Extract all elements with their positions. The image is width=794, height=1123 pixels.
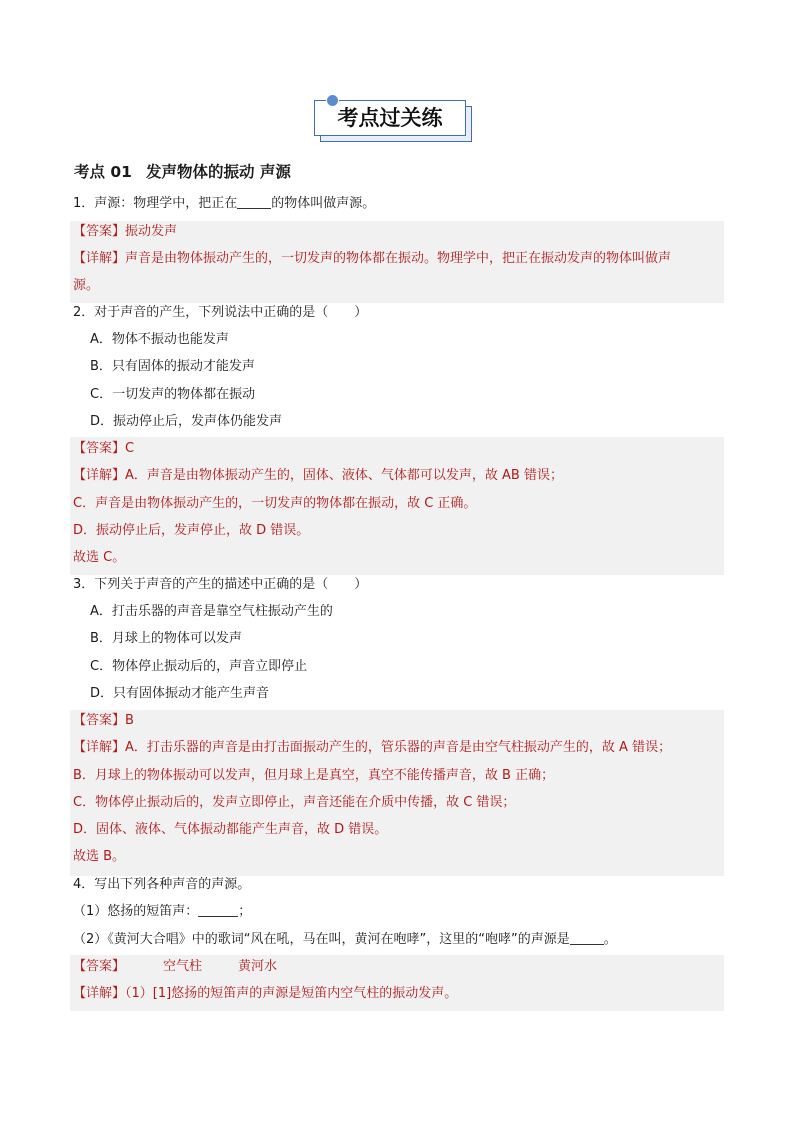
q3-option-a: A．打击乐器的声音是靠空气柱振动产生的 (90, 604, 333, 619)
q1-blank (237, 194, 271, 209)
q4-answer-2: 黄河水 (238, 959, 278, 974)
q4-answer (73, 953, 723, 980)
q1-stem-b: 的物体叫做声源。 (271, 196, 376, 211)
q4-part1 (73, 898, 723, 925)
answer-tag: 【答案】 (73, 224, 126, 239)
detail-tag: 【详解】 (73, 986, 126, 1001)
q1-detail-1: 声音是由物体振动产生的，一切发声的物体都在振动。物理学中，把正在振动发声的物体叫做声 (125, 251, 672, 266)
q4-detail-1: （1）[1]悠扬的短笛声的声源是短笛内空气柱的振动发声。 (125, 986, 458, 1001)
q4-part2 (73, 926, 723, 953)
q4-part2-blank (570, 930, 604, 945)
q2-option-c: C．一切发声的物体都在振动 (90, 387, 256, 402)
q1-stem-a: 1．声源：物理学中，把正在 (73, 196, 238, 211)
q3-detail-line1 (73, 734, 723, 761)
section-number: 考点 01 (74, 163, 132, 181)
section-heading (74, 160, 291, 182)
q2-answer (73, 435, 723, 462)
q1-detail-line1 (73, 245, 723, 272)
q3-detail-line4: D．固体、液体、气体振动都能产生声音，故 D 错误。 (73, 822, 388, 837)
section-title-text: 发声物体的振动 声源 (145, 163, 291, 181)
q3-conclusion: 故选 B。 (73, 849, 126, 864)
q3-option-c: C．物体停止振动后的，声音立即停止 (90, 659, 308, 674)
answer-tag: 【答案】 (73, 959, 126, 974)
q3-detail-line2: B．月球上的物体振动可以发声，但月球上是真空，真空不能传播声音，故 B 正确； (73, 768, 555, 783)
badge-title: 考点过关练 (314, 100, 466, 136)
q3-answer (73, 707, 723, 734)
q2-detail-line1 (73, 462, 723, 489)
q3-stem: 3．下列关于声音的产生的描述中正确的是（ ） (73, 577, 368, 592)
q4-part1-text: （1）悠扬的短笛声： (73, 904, 199, 919)
q2-option-d: D．振动停止后，发声体仍能发声 (90, 414, 283, 429)
q2-stem: 2．对于声音的产生，下列说法中正确的是（ ） (73, 305, 368, 320)
detail-tag: 【详解】 (73, 251, 126, 266)
section-badge (314, 100, 474, 142)
q1-answer (73, 218, 723, 245)
q1-detail-line2: 源。 (73, 278, 100, 293)
q3-detail-line3: C．物体停止振动后的，发声立即停止，声音还能在介质中传播，故 C 错误； (73, 795, 516, 810)
q4-part2-end: 。 (603, 932, 617, 947)
q1-stem (73, 190, 723, 217)
q2-detail-line2: C．声音是由物体振动产生的，一切发声的物体都在振动，故 C 正确。 (73, 496, 477, 511)
q3-detail-1: A．打击乐器的声音是由打击面振动产生的，管乐器的声音是由空气柱振动产生的，故 A 错误； (125, 740, 672, 755)
answer-tag: 【答案】 (73, 441, 126, 456)
q3-answer-text: B (125, 713, 134, 728)
q4-part1-end: ； (238, 904, 252, 919)
badge-dot-icon (326, 94, 339, 107)
q4-answer-1: 空气柱 (163, 959, 203, 974)
q4-stem: 4．写出下列各种声音的声源。 (73, 877, 251, 892)
q2-detail-1: A．声音是由物体振动产生的，固体、液体、气体都可以发声，故 AB 错误； (125, 468, 563, 483)
q3-option-b: B．月球上的物体可以发声 (90, 631, 242, 646)
detail-tag: 【详解】 (73, 468, 126, 483)
q3-option-d: D．只有固体振动才能产生声音 (90, 686, 270, 701)
q4-detail-line1 (73, 980, 723, 1007)
q2-option-a: A．物体不振动也能发声 (90, 332, 229, 347)
q2-conclusion: 故选 C。 (73, 550, 126, 565)
q2-option-b: B．只有固体的振动才能发声 (90, 359, 255, 374)
q4-part1-blank (198, 902, 238, 917)
q1-answer-text: 振动发声 (125, 224, 178, 239)
answer-tag: 【答案】 (73, 713, 126, 728)
detail-tag: 【详解】 (73, 740, 126, 755)
q4-part2-text: （2）《黄河大合唱》中的歌词“风在吼，马在叫，黄河在咆哮”，这里的“咆哮”的声源是 (73, 932, 570, 947)
q2-answer-text: C (125, 441, 135, 456)
q2-detail-line3: D．振动停止后，发声停止，故 D 错误。 (73, 523, 310, 538)
